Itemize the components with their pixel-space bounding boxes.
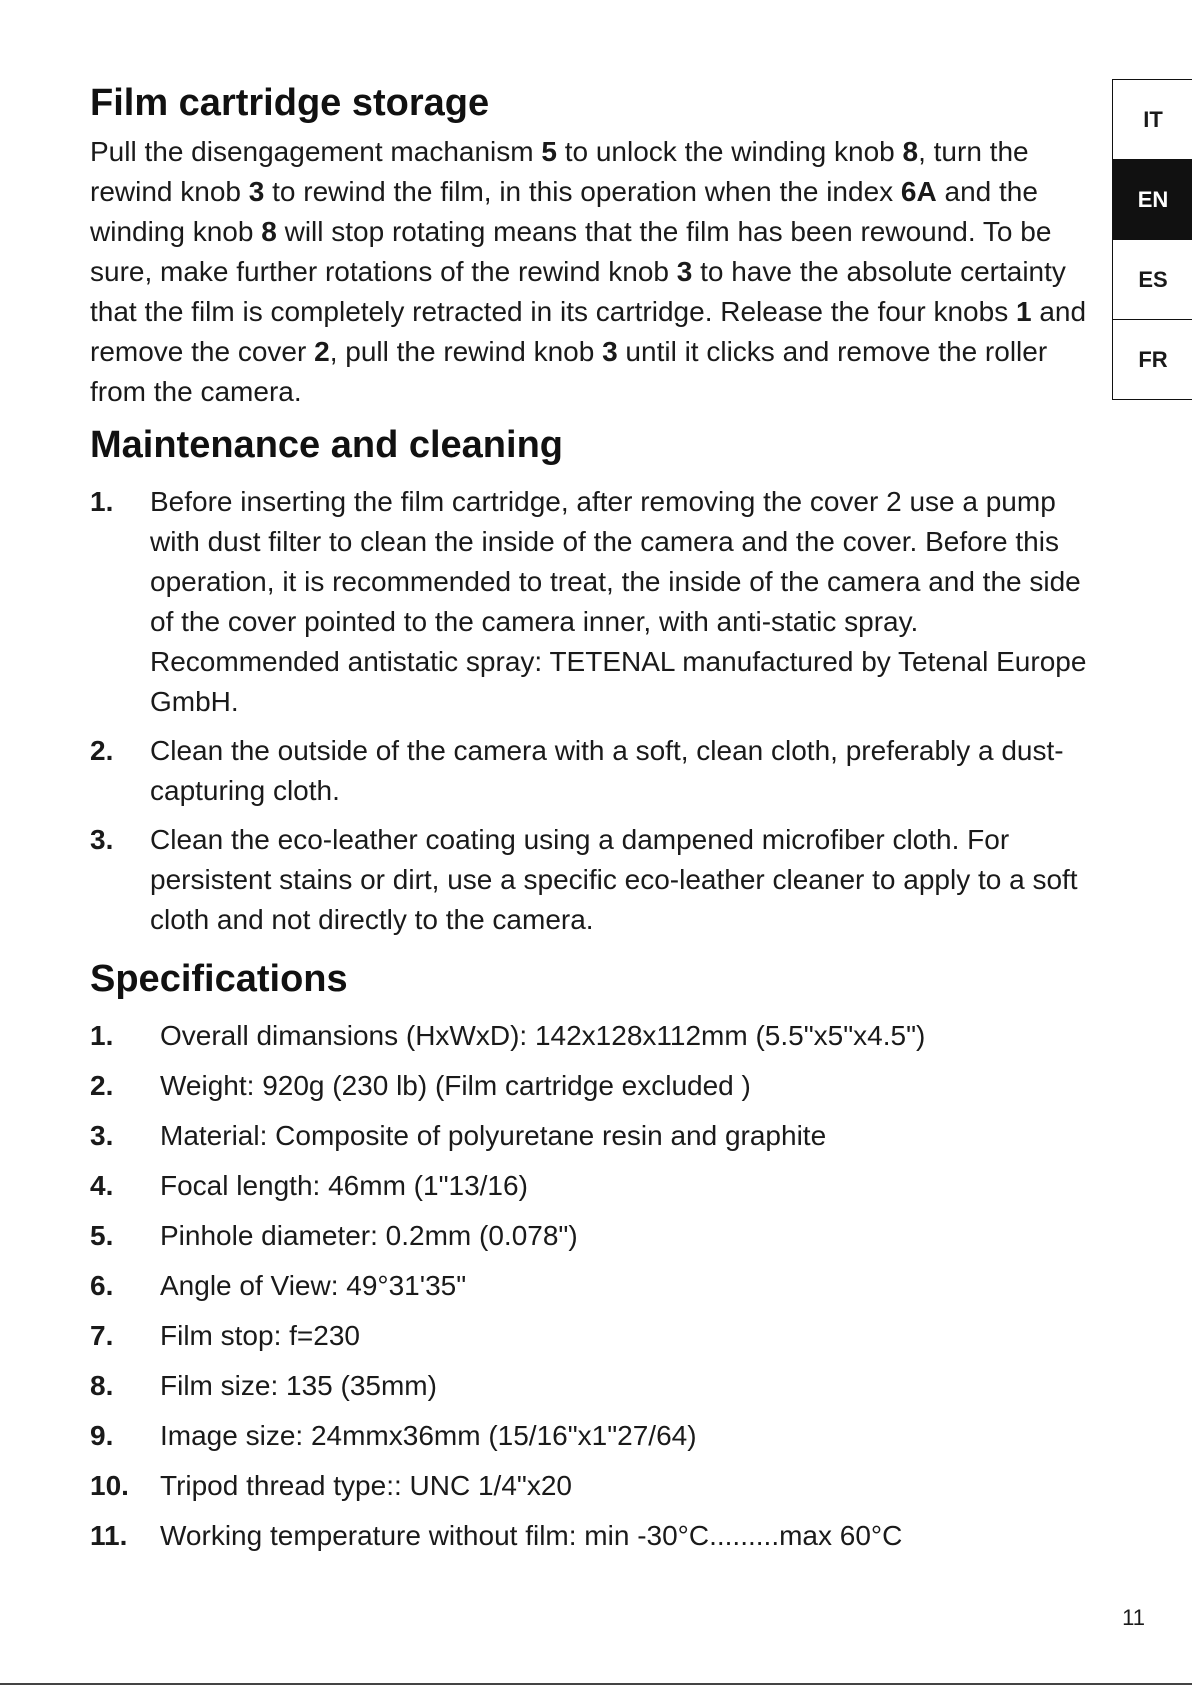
list-item — [90, 731, 1100, 811]
list-item — [90, 1516, 1100, 1556]
page-number: 11 — [1122, 1605, 1145, 1630]
item-number: 2. — [90, 1070, 114, 1101]
lang-tab-fr[interactable]: FR — [1138, 346, 1168, 372]
ref-number: 8 — [261, 216, 277, 247]
list-item — [90, 1166, 1100, 1206]
ref-number: 2 — [314, 336, 330, 367]
list-item — [90, 1216, 1100, 1256]
list-item — [90, 1016, 1100, 1056]
item-text: Angle of View: 49°31'35" — [160, 1270, 467, 1301]
text-run: and remove the cover — [90, 296, 1087, 367]
text-run: , turn the rewind knob — [90, 136, 1029, 207]
list-item — [90, 482, 1100, 722]
list-item — [90, 1266, 1100, 1306]
maintenance-list — [90, 482, 1100, 940]
ref-number: 1 — [1015, 296, 1032, 327]
text-run: will stop rotating means that the film has been rewound. To be sure, make further rotations of the rewind knob — [90, 216, 1052, 287]
item-text: Pinhole diameter: 0.2mm (0.078") — [160, 1220, 578, 1251]
item-text: Focal length: 46mm (1"13/16) — [160, 1170, 528, 1201]
list-item — [90, 820, 1100, 940]
list-item — [90, 1366, 1100, 1406]
item-text: Weight: 920g (230 lb) (Film cartridge excluded ) — [160, 1070, 751, 1101]
ref-number: 5 — [541, 136, 557, 167]
text-run: and the winding knob — [90, 176, 1038, 247]
storage-title: Film cartridge storage — [90, 82, 490, 124]
storage-paragraph — [90, 132, 1100, 412]
ref-number: 3 — [602, 336, 618, 367]
item-number: 6. — [90, 1270, 114, 1301]
language-tabs — [1112, 79, 1192, 400]
specifications-title: Specifications — [90, 958, 348, 1000]
lang-tab-it[interactable]: IT — [1113, 80, 1192, 160]
list-item — [90, 1416, 1100, 1456]
list-item — [90, 1066, 1100, 1106]
lang-tab-en[interactable]: EN — [1113, 160, 1192, 240]
text-run: to have the absolute certainty that the film is completely retracted in its cartridge. Release the four knobs — [90, 256, 1066, 327]
item-text: Tripod thread type:: UNC 1/4"x20 — [160, 1470, 572, 1501]
item-text: Overall dimansions (HxWxD): 142x128x112mm (5.5"x5"x4.5") — [160, 1020, 926, 1051]
ref-number: 3 — [676, 256, 693, 287]
item-number: 3. — [90, 1120, 114, 1151]
ref-number: 8 — [902, 136, 919, 167]
item-text: Clean the outside of the camera with a soft, clean cloth, preferably a dust-capturing cloth. — [150, 735, 1064, 806]
maintenance-title: Maintenance and cleaning — [90, 424, 563, 466]
item-number: 1. — [90, 486, 114, 517]
list-item — [90, 1316, 1100, 1356]
text-run: , pull the rewind knob — [329, 336, 603, 367]
lang-tab-es[interactable]: ES — [1113, 240, 1192, 320]
item-number: 7. — [90, 1320, 114, 1351]
ref-number: 3 — [248, 176, 265, 207]
text-run: to unlock the winding knob — [556, 136, 903, 167]
item-number: 9. — [90, 1420, 114, 1451]
item-number: 11. — [90, 1520, 128, 1551]
ref-number: 6A — [900, 176, 937, 207]
item-text: Image size: 24mmx36mm (15/16"x1"27/64) — [160, 1420, 697, 1451]
item-text: Film stop: f=230 — [160, 1320, 360, 1351]
page-content — [90, 78, 1100, 1566]
item-text: Before inserting the film cartridge, after removing the cover 2 use a pump with dust filter to clean the inside of the camera and the cover. Before this operation, it is recommended to treat, the inside of the camera and the side of the cover pointed to the camera inner, with anti-static spray. Recommended antistatic spray: TETENAL manufactured by Tetenal Europe GmbH. — [150, 486, 1087, 717]
item-number: 3. — [90, 824, 114, 855]
text-run: until it clicks and remove the roller from the camera. — [90, 336, 1048, 407]
item-text: Clean the eco-leather coating using a dampened microfiber cloth. For persistent stains or dirt, use a specific eco-leather cleaner to apply to a soft cloth and not directly to the camera. — [150, 824, 1078, 935]
text-run: to rewind the film, in this operation when the index — [264, 176, 901, 207]
storage-section — [90, 78, 1100, 412]
list-item — [90, 1466, 1100, 1506]
maintenance-section — [90, 420, 1100, 940]
item-number: 2. — [90, 735, 114, 766]
item-text: Film size: 135 (35mm) — [160, 1370, 437, 1401]
item-number: 4. — [90, 1170, 114, 1201]
item-number: 5. — [90, 1220, 114, 1251]
specifications-list — [90, 1016, 1100, 1556]
text-run: Pull the disengagement machanism — [90, 136, 542, 167]
list-item — [90, 1116, 1100, 1156]
item-number: 8. — [90, 1370, 114, 1401]
item-text: Working temperature without film: min -30°C.........max 60°C — [160, 1520, 903, 1551]
specifications-section — [90, 954, 1100, 1556]
item-number: 1. — [90, 1020, 114, 1051]
item-text: Material: Composite of polyuretane resin and graphite — [160, 1120, 827, 1151]
item-number: 10. — [90, 1470, 129, 1501]
